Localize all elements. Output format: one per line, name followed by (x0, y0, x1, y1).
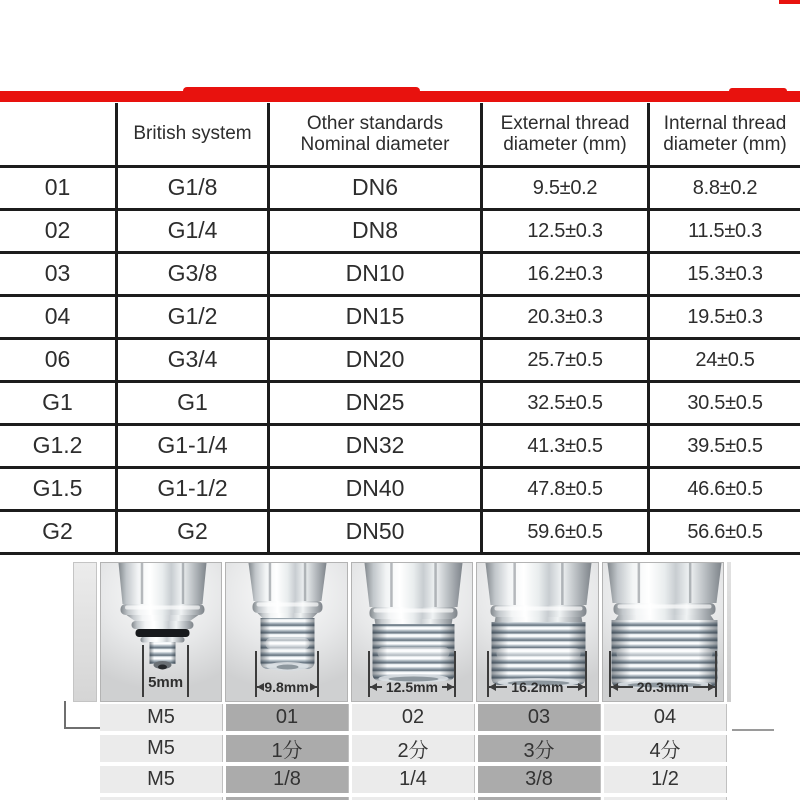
dimension-label: 12.5mm (385, 679, 439, 695)
cell-external: 59.6±0.5 (483, 512, 650, 555)
size-cell: 3分 (478, 735, 601, 762)
size-cell: 1分 (226, 735, 349, 762)
cell-nominal: DN50 (270, 512, 483, 555)
cell-british: G2 (118, 512, 270, 555)
cell-nominal: DN8 (270, 211, 483, 254)
size-cell: 03 (478, 704, 601, 731)
cell-nominal: DN10 (270, 254, 483, 297)
cell-nominal: DN6 (270, 168, 483, 211)
size-cell: 02 (352, 704, 475, 731)
header-internal-thread: Internal thread diameter (mm) (650, 103, 800, 168)
cell-british: G1 (118, 383, 270, 426)
cell-external: 12.5±0.3 (483, 211, 650, 254)
red-banner-bump (729, 88, 787, 93)
cell-nominal: DN25 (270, 383, 483, 426)
cell-code: 03 (0, 254, 118, 297)
photo-strip-margin (73, 562, 97, 702)
cell-code: G2 (0, 512, 118, 555)
dimension-tick (715, 651, 717, 697)
cell-internal: 19.5±0.3 (650, 297, 800, 340)
header-nominal-diameter: Other standards Nominal diameter (270, 103, 483, 168)
cell-british: G3/4 (118, 340, 270, 383)
leader-line (64, 727, 101, 729)
cell-internal: 39.5±0.5 (650, 426, 800, 469)
dimension-arrow-left (370, 686, 382, 688)
cell-internal: 56.6±0.5 (650, 512, 800, 555)
dimension-tick (142, 645, 144, 697)
dimension-arrow-right (693, 686, 715, 688)
cell-british: G3/8 (118, 254, 270, 297)
size-cell: 1/8 (226, 766, 349, 793)
size-cell: 4分 (604, 735, 727, 762)
leader-line (732, 729, 774, 731)
size-cell: 04 (604, 704, 727, 731)
dimension-line (609, 651, 717, 697)
size-cell: 1/2 (604, 766, 727, 793)
cell-external: 25.7±0.5 (483, 340, 650, 383)
fitting-photo-04 (602, 562, 724, 702)
cell-code: G1 (0, 383, 118, 426)
red-banner-bump (183, 87, 420, 93)
cell-code: 01 (0, 168, 118, 211)
size-cell: 3/8 (478, 766, 601, 793)
dimension-arrow-left (611, 686, 633, 688)
dimension-line (255, 651, 319, 697)
cell-internal: 15.3±0.3 (650, 254, 800, 297)
fitting-photo-m5 (100, 562, 222, 702)
cell-code: 06 (0, 340, 118, 383)
dimension-arrow-right (567, 686, 585, 688)
dimension-arrow-left (257, 686, 261, 688)
cell-code: 04 (0, 297, 118, 340)
leader-line (64, 701, 66, 729)
fitting-photo-03 (476, 562, 598, 702)
dimension-line (142, 645, 184, 697)
thread-photo-strip (73, 562, 731, 702)
size-cell: 2分 (352, 735, 475, 762)
size-cell: 01 (226, 704, 349, 731)
cell-internal: 11.5±0.3 (650, 211, 800, 254)
cell-british: G1/2 (118, 297, 270, 340)
cell-internal: 30.5±0.5 (650, 383, 800, 426)
cell-internal: 24±0.5 (650, 340, 800, 383)
size-cell: 1/4 (352, 766, 475, 793)
size-cell: M5 (100, 735, 223, 762)
cell-nominal: DN15 (270, 297, 483, 340)
thread-spec-table (0, 103, 800, 555)
dimension-tick (454, 651, 456, 697)
dimension-label: 9.8mm (264, 679, 309, 695)
cell-external: 47.8±0.5 (483, 469, 650, 512)
fitting-photo-01 (225, 562, 347, 702)
dimension-line (368, 651, 456, 697)
cell-british: G1-1/4 (118, 426, 270, 469)
dimension-label: 5mm (148, 674, 184, 691)
cell-nominal: DN20 (270, 340, 483, 383)
cell-internal: 46.6±0.5 (650, 469, 800, 512)
dimension-tick (585, 651, 587, 697)
cell-external: 41.3±0.5 (483, 426, 650, 469)
cell-nominal: DN32 (270, 426, 483, 469)
cell-british: G1/4 (118, 211, 270, 254)
header-blank (0, 103, 118, 168)
dimension-label: 20.3mm (636, 679, 689, 695)
dimension-tick (187, 645, 189, 697)
cell-british: G1-1/2 (118, 469, 270, 512)
red-corner-mark (779, 0, 800, 4)
cell-internal: 8.8±0.2 (650, 168, 800, 211)
cell-external: 20.3±0.3 (483, 297, 650, 340)
cell-external: 16.2±0.3 (483, 254, 650, 297)
fitting-photo-02 (351, 562, 473, 702)
size-cell: M5 (100, 704, 223, 731)
size-mapping-table (100, 704, 727, 800)
cell-code: G1.2 (0, 426, 118, 469)
dimension-label: 16.2mm (511, 679, 564, 695)
size-cell: M5 (100, 766, 223, 793)
dimension-line (487, 651, 587, 697)
cell-code: 02 (0, 211, 118, 254)
cell-code: G1.5 (0, 469, 118, 512)
photo-strip-edge (727, 562, 731, 702)
cell-nominal: DN40 (270, 469, 483, 512)
cell-external: 9.5±0.2 (483, 168, 650, 211)
cell-external: 32.5±0.5 (483, 383, 650, 426)
header-external-thread: External thread diameter (mm) (483, 103, 650, 168)
dimension-arrow-right (442, 686, 454, 688)
dimension-arrow-left (489, 686, 507, 688)
dimension-tick (317, 651, 319, 697)
header-british-system: British system (118, 103, 270, 168)
dimension-arrow-right (313, 686, 317, 688)
cell-british: G1/8 (118, 168, 270, 211)
